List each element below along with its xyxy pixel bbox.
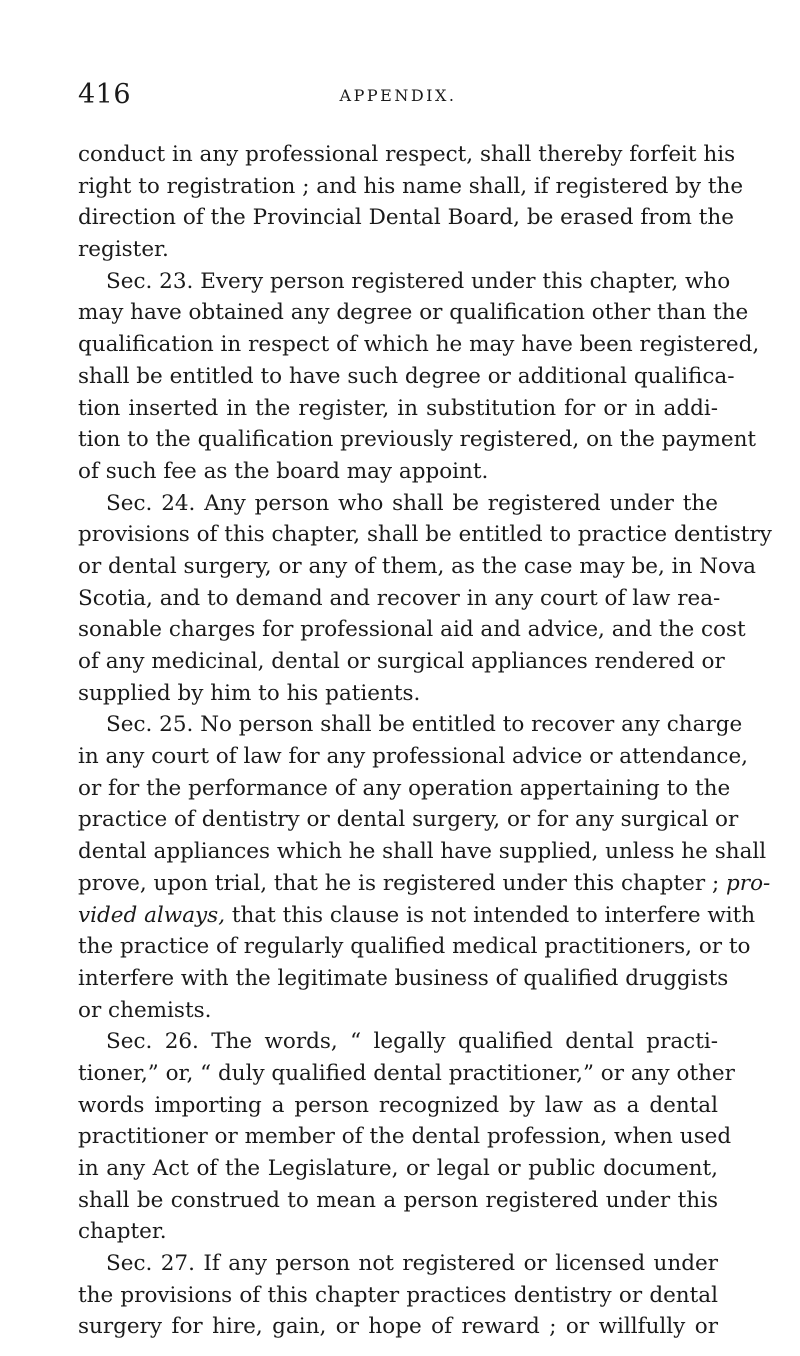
running-head: [78, 78, 718, 114]
italic-phrase: pro-: [726, 870, 771, 896]
text-line: or chemists.: [78, 997, 212, 1023]
text-line: provisions of this chapter, shall be entitled to practice dentistry: [78, 522, 772, 548]
text-line: sonable charges for professional aid and advice, and the cost: [78, 617, 746, 643]
text-line: the provisions of this chapter practices dentistry or dental: [78, 1282, 718, 1308]
text-line: dental appliances which he shall have supplied, unless he shall: [78, 839, 767, 865]
text-line: of any medicinal, dental or surgical appliances rendered or: [78, 649, 725, 674]
text-line-with-italic: [78, 868, 771, 900]
section-23-start: Sec. 23. Every person registered under this chapter, who: [106, 268, 731, 294]
text-line: tion inserted in the register, in substitution for or in addi-: [78, 395, 718, 421]
text-line: tion to the qualification previously registered, on the payment: [78, 427, 757, 453]
text-line: direction of the Provincial Dental Board, be erased from the: [78, 205, 734, 231]
text-line: in any court of law for any professional advice or attendance,: [78, 744, 748, 770]
running-title: APPENDIX.: [339, 86, 457, 105]
text-line: shall be construed to mean a person registered under this: [78, 1187, 718, 1213]
text-line: surgery for hire, gain, or hope of reward ; or willfully or: [78, 1314, 718, 1340]
text-line: right to registration ; and his name shall, if registered by the: [78, 173, 744, 199]
text-line: of such fee as the board may appoint.: [78, 458, 489, 484]
text-line: qualification in respect of which he may have been registered,: [78, 332, 760, 358]
section-24-start: Sec. 24. Any person who shall be registered under the: [106, 490, 718, 516]
text-line: the practice of regularly qualified medical practitioners, or to: [78, 934, 751, 960]
section-26-start: Sec. 26. The words, “ legally qualified dental practi-: [106, 1029, 718, 1055]
text-line: conduct in any professional respect, shall thereby forfeit his: [78, 142, 736, 167]
body-text: [78, 139, 772, 1343]
text-line: or dental surgery, or any of them, as the case may be, in Nova: [78, 553, 756, 579]
text-line: chapter.: [78, 1219, 167, 1245]
page-number: 416: [78, 79, 132, 110]
text-line: may have obtained any degree or qualification other than the: [78, 300, 749, 326]
section-27-start: Sec. 27. If any person not registered or licensed under: [106, 1251, 718, 1277]
text-line: supplied by him to his patients.: [78, 680, 421, 706]
text-line: interfere with the legitimate business of qualified druggists: [78, 965, 729, 991]
section-25-start: Sec. 25. No person shall be entitled to recover any charge: [106, 712, 743, 738]
text-line: practitioner or member of the dental profession, when used: [78, 1124, 732, 1150]
line-segment: that this clause is not intended to interfere with: [225, 902, 756, 928]
italic-phrase-cont: vided always,: [78, 902, 226, 928]
text-line: register.: [78, 237, 169, 263]
text-line: shall be entitled to have such degree or additional qualifica-: [78, 363, 735, 389]
text-line: tioner,” or, “ duly qualified dental practitioner,” or any other: [78, 1060, 735, 1086]
text-line: words importing a person recognized by law as a dental: [78, 1092, 718, 1118]
text-line: Scotia, and to demand and recover in any court of law rea-: [78, 585, 721, 611]
text-line: in any Act of the Legislature, or legal or public document,: [78, 1156, 718, 1181]
line-segment: prove, upon trial, that he is registered under this chapter ;: [78, 870, 727, 896]
text-line: or for the performance of any operation appertaining to the: [78, 775, 731, 801]
text-line: practice of dentistry or dental surgery, or for any surgical or: [78, 807, 739, 833]
text-line-with-italic: [78, 900, 756, 932]
